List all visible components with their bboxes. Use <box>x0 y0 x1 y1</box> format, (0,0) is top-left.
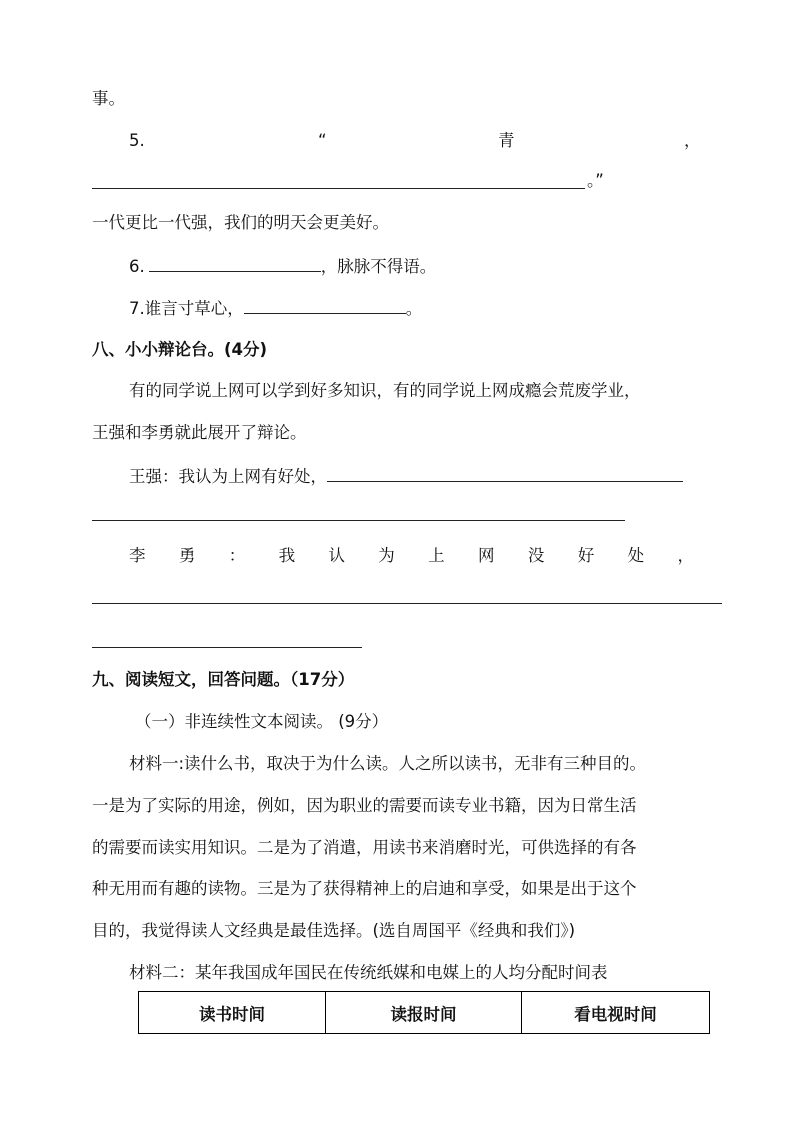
paragraph-line: 的需要而读实用知识。二是为了消遣，用读书来消磨时光，可供选择的有各 <box>92 838 637 857</box>
paragraph-line: 目的，我觉得读人文经典是最佳选择。(选自周国平《经典和我们》) <box>92 921 576 940</box>
li-char: 李 <box>129 546 146 565</box>
answer-blank[interactable] <box>92 188 585 189</box>
question-5-number: 5. <box>129 131 145 150</box>
answer-blank[interactable] <box>327 465 683 482</box>
answer-blank[interactable] <box>149 255 321 272</box>
time-table <box>138 991 710 1034</box>
paragraph-line: 材料一:读什么书，取决于为什么读。人之所以读书，无非有三种目的。 <box>129 754 647 773</box>
table-header-cell: 看电视时间 <box>522 992 710 1034</box>
li-argument <box>129 545 694 567</box>
table-header-row <box>139 992 710 1034</box>
text-line: 一代更比一代强，我们的明天会更美好。 <box>92 213 389 232</box>
paragraph-line: 种无用而有趣的读物。三是为了获得精神上的启迪和享受，如果是出于这个 <box>92 879 637 898</box>
question-5-quote-open: “ <box>318 131 327 150</box>
question-5-char: 青 <box>498 131 515 150</box>
li-char: ， <box>677 546 694 565</box>
wang-label: 王强：我认为上网有好处， <box>129 467 327 486</box>
subsection-heading: （一）非连续性文本阅读。 (9分） <box>135 712 389 731</box>
wang-argument <box>129 465 683 488</box>
li-char: 好 <box>577 546 595 565</box>
li-char: 上 <box>428 546 445 565</box>
answer-blank[interactable] <box>92 647 362 648</box>
li-char: ： <box>228 546 246 565</box>
li-char: 我 <box>278 546 296 565</box>
question-7-tail: 。 <box>405 299 423 318</box>
material-2-title: 材料二：某年我国成年国民在传统纸媒和电媒上的人均分配时间表 <box>129 963 608 982</box>
section-9-heading: 九、阅读短文，回答问题。（17分） <box>92 670 355 689</box>
answer-blank[interactable] <box>92 603 722 604</box>
answer-blank[interactable] <box>92 520 625 521</box>
question-7 <box>129 297 422 320</box>
paragraph-line: 一是为了实际的用途，例如，因为职业的需要而读专业书籍，因为日常生活 <box>92 796 637 815</box>
question-5-close: 。” <box>587 171 604 190</box>
question-6-tail: ，脉脉不得语。 <box>320 257 437 276</box>
section-8-heading: 八、小小辩论台。(4分) <box>92 340 268 359</box>
li-char: 勇 <box>178 546 196 565</box>
text-line: 事。 <box>92 89 125 108</box>
question-6-number: 6. <box>129 257 145 276</box>
li-char: 网 <box>478 546 495 565</box>
li-char: 认 <box>328 546 345 565</box>
answer-blank[interactable] <box>244 297 406 314</box>
table-header-cell: 读报时间 <box>326 992 522 1034</box>
question-6 <box>129 255 436 278</box>
li-char: 处 <box>627 546 645 565</box>
table-header-cell: 读书时间 <box>139 992 326 1034</box>
li-char: 没 <box>527 546 545 565</box>
paragraph-line: 王强和李勇就此展开了辩论。 <box>92 423 307 442</box>
paragraph-line: 有的同学说上网可以学到好多知识，有的同学说上网成瘾会荒废学业， <box>129 381 641 400</box>
li-char: 为 <box>378 546 395 565</box>
question-7-head: 7.谁言寸草心， <box>129 299 244 318</box>
question-5-comma: ， <box>684 131 701 150</box>
